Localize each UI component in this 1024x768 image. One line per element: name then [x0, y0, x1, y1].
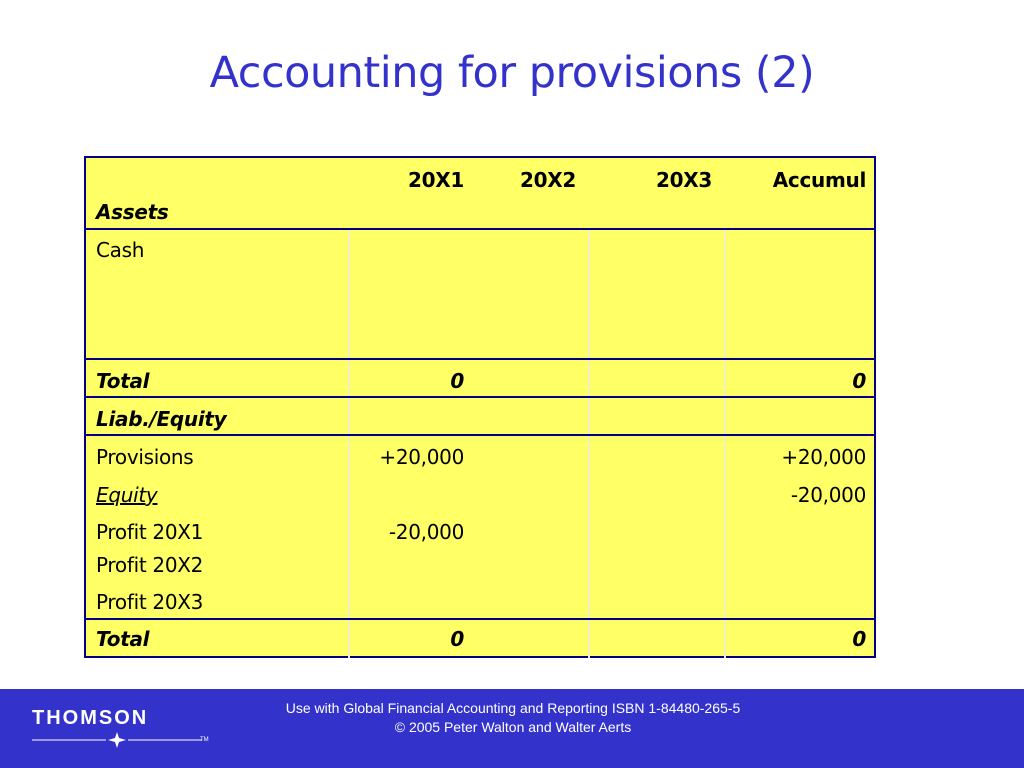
header-20x3: 20X3: [656, 168, 712, 192]
assets-total-label: Total: [96, 369, 150, 393]
provisions-20x1: +20,000: [379, 445, 464, 469]
row-label-provisions: Provisions: [96, 445, 194, 469]
table-divider: [86, 396, 874, 398]
liab-total-accum: 0: [852, 627, 866, 651]
row-label-profit-20x2: Profit 20X2: [96, 553, 204, 577]
table-divider: [86, 434, 874, 436]
column-divider: [588, 230, 590, 658]
equity-accum: -20,000: [790, 483, 866, 507]
footer-line-copyright: © 2005 Peter Walton and Walter Aerts: [394, 719, 632, 735]
row-label-equity: Equity: [96, 483, 158, 507]
table-divider: [86, 358, 874, 360]
column-divider: [724, 230, 726, 658]
slide-title: Accounting for provisions (2): [209, 48, 815, 98]
logo-trademark: TM: [200, 737, 209, 743]
star-rule-icon: [32, 732, 202, 748]
header-accumul: Accumul: [772, 168, 866, 192]
provisions-accum: +20,000: [781, 445, 866, 469]
thomson-logo: [32, 707, 209, 748]
assets-total-20x1: 0: [450, 369, 464, 393]
section-assets: Assets: [96, 200, 169, 224]
column-divider: [348, 230, 350, 658]
header-20x2: 20X2: [520, 168, 576, 192]
footer-line-isbn: Use with Global Financial Accounting and Reporting ISBN 1-84480-265-5: [285, 700, 741, 716]
row-label-profit-20x1: Profit 20X1: [96, 520, 204, 544]
profit-20x1-value: -20,000: [388, 520, 464, 544]
row-label-cash: Cash: [96, 238, 145, 262]
balance-table: [84, 156, 876, 658]
section-liab-equity: Liab./Equity: [96, 407, 227, 431]
footer-credits: [240, 699, 786, 737]
footer-bar: [0, 689, 1024, 768]
logo-wordmark: THOMSON: [32, 707, 149, 729]
liab-total-20x1: 0: [450, 627, 464, 651]
assets-total-accum: 0: [852, 369, 866, 393]
table-divider: [86, 228, 874, 230]
header-20x1: 20X1: [408, 168, 464, 192]
table-divider: [86, 618, 874, 620]
liab-total-label: Total: [96, 627, 150, 651]
row-label-profit-20x3: Profit 20X3: [96, 590, 204, 614]
